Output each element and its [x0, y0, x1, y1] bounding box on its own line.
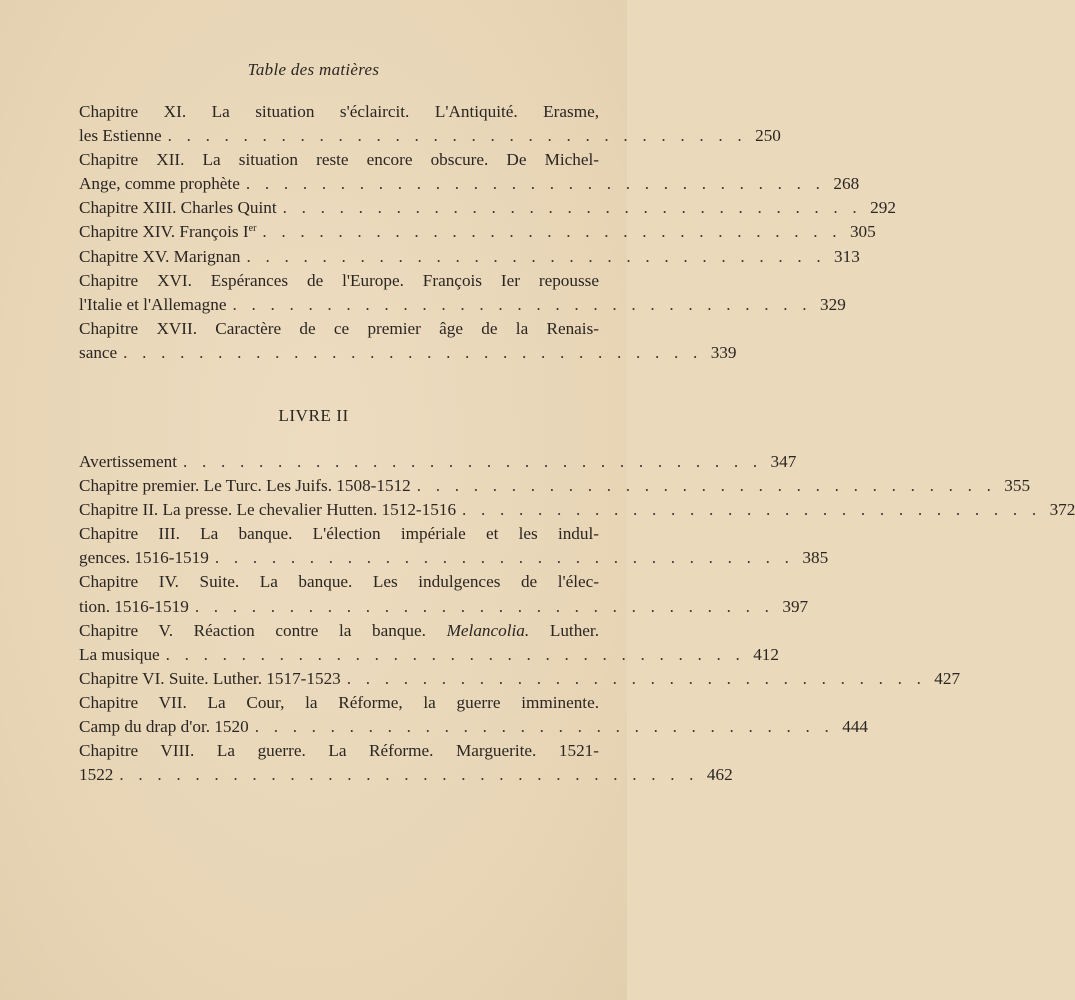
toc-entry[interactable]: [79, 100, 781, 148]
entry-title-end: Chapitre XIV. François I: [79, 222, 249, 242]
page-number: 347: [770, 452, 797, 471]
entry-title-end: tion. 1516-1519: [79, 596, 189, 616]
entry-title-end: Avertissement: [79, 452, 178, 471]
page-number: 268: [833, 174, 860, 194]
toc-entry[interactable]: [79, 450, 797, 474]
toc-entry[interactable]: [79, 317, 737, 365]
entry-title-end: Chapitre XIII. Charles Quint: [79, 198, 277, 218]
dot-leader: . . . . . . . . . . . . . . . . . . . . . . . . . . . . . . .: [416, 476, 997, 496]
entry-title-end: Chapitre II. La presse. Le chevalier Hutten. 1512-1516: [79, 500, 457, 520]
page-number: 305: [849, 222, 876, 242]
page-number: 313: [834, 246, 860, 266]
entry-title-line: [79, 619, 599, 643]
dot-leader: . . . . . . . . . . . . . . . . . . . . . . . . . . . . . . .: [194, 596, 775, 616]
toc-entry[interactable]: [79, 667, 961, 691]
dot-leader: . . . . . . . . . . . . . . . . . . . . . . . . . . . . . . .: [462, 500, 1042, 520]
dot-leader: . . . . . . . . . . . . . . . . . . . . . . . . . . . . . . .: [119, 765, 699, 785]
entry-title-line: Chapitre XI. La situation s'éclaircit. L'Antiquité. Erasme,: [79, 102, 599, 121]
page-number: 250: [755, 126, 781, 146]
entry-title-end: La musique: [79, 644, 160, 664]
entry-title-part: Luther.: [529, 620, 599, 640]
page-number: 329: [820, 294, 846, 314]
entry-title-line: Chapitre IV. Suite. La banque. Les indulgences de l'élec-: [79, 572, 599, 592]
toc-entry[interactable]: [79, 196, 896, 220]
entry-title-end: Camp du drap d'or. 1520: [79, 717, 249, 737]
entry-title-line: Chapitre XVII. Caractère de ce premier âge de la Renais-: [79, 318, 599, 338]
dot-leader: . . . . . . . . . . . . . . . . . . . . . . . . . . . . . . .: [346, 668, 927, 688]
entry-title-end: Chapitre XV. Marignan: [79, 246, 241, 266]
entry-title-end: gences. 1516-1519: [79, 548, 209, 568]
page-number: 427: [934, 668, 961, 688]
toc-entry[interactable]: [79, 245, 860, 269]
entry-title-italic: Melancolia.: [446, 620, 530, 640]
entry-title-part: Chapitre V. Réaction contre la banque.: [79, 620, 447, 640]
toc-entry[interactable]: [79, 498, 1075, 522]
page-number: 355: [1004, 476, 1031, 496]
toc-entry[interactable]: [79, 739, 733, 787]
toc-entry[interactable]: [79, 220, 876, 244]
toc-part-two: [79, 450, 1075, 787]
page-number: 444: [842, 717, 869, 737]
dot-leader: . . . . . . . . . . . . . . . . . . . . . . . . . . . . . . .: [262, 222, 842, 242]
dot-leader: . . . . . . . . . . . . . . . . . . . . . . . . . . . . . . .: [183, 452, 763, 471]
toc-entry[interactable]: [79, 619, 779, 667]
page-number: 397: [782, 596, 809, 616]
entry-title-end: 1522: [79, 765, 114, 785]
entry-title-line: Chapitre VII. La Cour, la Réforme, la guerre imminente.: [79, 692, 599, 712]
part-title: LIVRE II: [278, 406, 349, 425]
entry-title-line: Chapitre XVI. Espérances de l'Europe. François Ier repousse: [79, 270, 599, 290]
dot-leader: . . . . . . . . . . . . . . . . . . . . . . . . . . . . . . .: [167, 126, 747, 146]
ordinal-superscript: er: [248, 223, 257, 235]
page-number: 339: [710, 342, 737, 362]
running-head: Table des matières: [247, 60, 380, 79]
dot-leader: . . . . . . . . . . . . . . . . . . . . . . . . . . . . . . .: [246, 246, 826, 266]
entry-title-end: Ange, comme prophète: [79, 174, 240, 194]
page-number: 412: [753, 644, 779, 664]
entry-title-end: l'Italie et l'Allemagne: [79, 294, 227, 314]
dot-leader: . . . . . . . . . . . . . . . . . . . . . . . . . . . . . . .: [254, 717, 835, 737]
toc-entry[interactable]: [79, 269, 846, 317]
dot-leader: . . . . . . . . . . . . . . . . . . . . . . . . . . . . . . .: [232, 294, 812, 314]
dot-leader: . . . . . . . . . . . . . . . . . . . . . . . . . . . . . . .: [123, 342, 703, 362]
toc-entry[interactable]: [79, 522, 829, 570]
entry-title-line: Chapitre III. La banque. L'élection impériale et les indul-: [79, 524, 599, 544]
entry-title-line: Chapitre XII. La situation reste encore obscure. De Michel-: [79, 150, 599, 170]
toc-part-one: [79, 100, 896, 365]
page-number: 385: [802, 548, 829, 568]
entry-title-end: les Estienne: [79, 126, 162, 146]
dot-leader: . . . . . . . . . . . . . . . . . . . . . . . . . . . . . . .: [165, 644, 745, 664]
entry-title-end: Chapitre premier. Le Turc. Les Juifs. 1508-1512: [79, 476, 411, 496]
entry-title-line: Chapitre VIII. La guerre. La Réforme. Marguerite. 1521-: [79, 741, 599, 761]
entry-title-end: Chapitre VI. Suite. Luther. 1517-1523: [79, 668, 341, 688]
toc-entry[interactable]: [79, 691, 869, 739]
page-number: 372: [1049, 500, 1075, 520]
dot-leader: . . . . . . . . . . . . . . . . . . . . . . . . . . . . . . .: [214, 548, 795, 568]
toc-entry[interactable]: [79, 570, 809, 618]
dot-leader: . . . . . . . . . . . . . . . . . . . . . . . . . . . . . . .: [282, 198, 862, 218]
page-number: 292: [870, 198, 896, 218]
entry-title-end: sance: [79, 342, 118, 362]
page-number: 462: [706, 765, 733, 785]
dot-leader: . . . . . . . . . . . . . . . . . . . . . . . . . . . . . . .: [245, 174, 826, 194]
toc-entry[interactable]: [79, 148, 860, 196]
toc-entry[interactable]: [79, 474, 1031, 498]
